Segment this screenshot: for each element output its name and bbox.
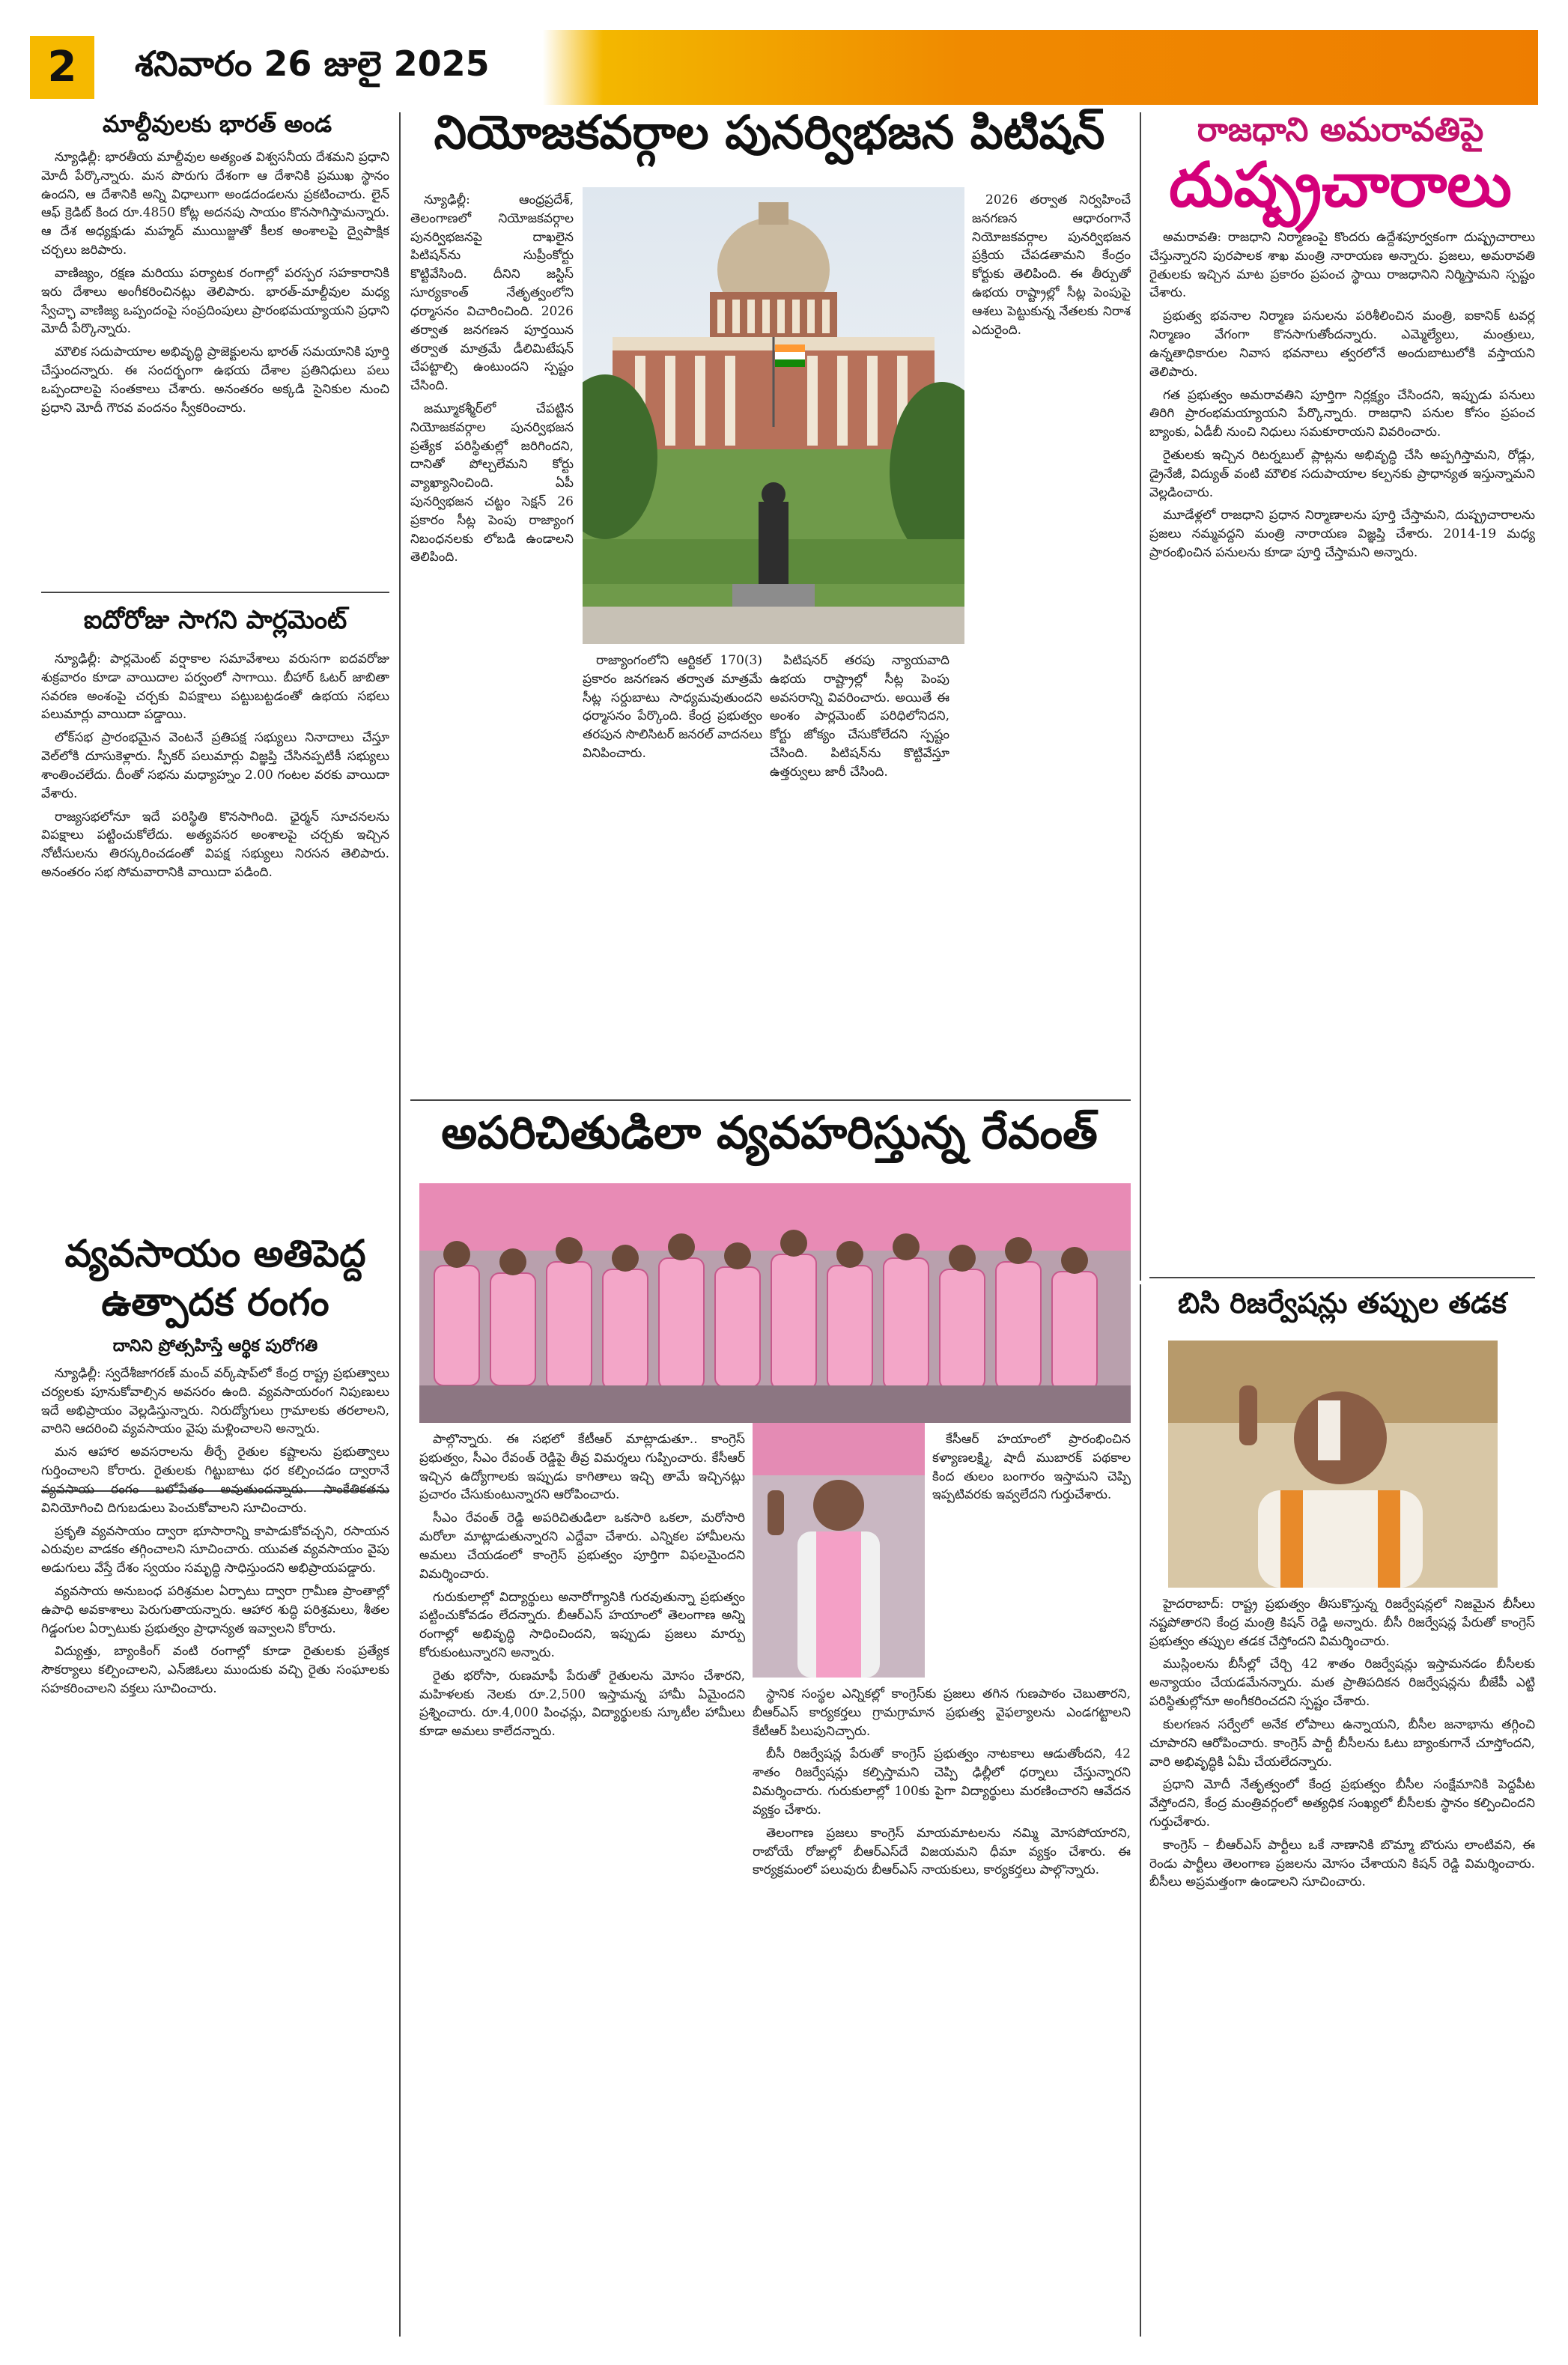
revanth-paragraph: గురుకులాల్లో విద్యార్థులు అనారోగ్యానికి గురవుతున్నా ప్రభుత్వం పట్టించుకోవడం లేదన్నారు. బీఆర్ఎస్ హయాంలో తెలంగాణ అన్ని రంగాల్లో అభివృద్ధి సాధించిందని, ఇప్పుడు ప్రజలు మార్పు కోరుకుంటున్నారని అన్నారు. — [419, 1589, 745, 1660]
amaravati-paragraph: ప్రభుత్వ భవనాల నిర్మాణ పనులను పరిశీలించిన మంత్రి, ఐకానిక్ టవర్ల నిర్మాణం వేగంగా కొనసాగుతోందన్నారు. ఎమ్మెల్యేలు, మంత్రులు, ఉన్నతాధికారుల నివాస భవనాలు త్వరలోనే అందుబాటులోకి వస్తాయని తెలిపారు. — [1149, 309, 1535, 380]
maldives-paragraph: వాణిజ్యం, రక్షణ మరియు పర్యాటక రంగాల్లో పరస్పర సహకారానికి ఇరు దేశాలు అంగీకరించినట్లు తెలిపారు. భారత్-మాల్దీవుల మధ్య స్వేచ్ఛా వాణిజ్య ఒప్పందంపై సంప్రదింపులు ప్రారంభమయ్యాయని ప్రధాని మోదీ పేర్కొన్నారు. — [41, 265, 389, 337]
revanth-paragraph: తెలంగాణ ప్రజలు కాంగ్రెస్ మాయమాటలను నమ్మి మోసపోయారని, రాబోయే రోజుల్లో బీఆర్ఎస్‌దే విజయమని ధీమా వ్యక్తం చేశారు. ఈ కార్యక్రమంలో పలువురు బీఆర్ఎస్ నాయకులు, కార్యకర్తలు పాల్గొన్నారు. — [753, 1825, 1131, 1878]
revanth-paragraph: బీసీ రిజర్వేషన్ల పేరుతో కాంగ్రెస్ ప్రభుత్వం నాటకాలు ఆడుతోందని, 42 శాతం రిజర్వేషన్లు కల్పిస్తామని చెప్పి ఢిల్లీలో ధర్నాలు చేస్తున్నారని విమర్శించారు. గురుకులాల్లో 100కు పైగా విద్యార్థులు మరణించారని ఆవేదన వ్యక్తం చేశారు. — [753, 1746, 1131, 1818]
bc-reservations-paragraph: ప్రధాని మోదీ నేతృత్వంలో కేంద్ర ప్రభుత్వం బీసీల సంక్షేమానికి పెద్దపీట వేస్తోందని, కేంద్ర మంత్రివర్గంలో అత్యధిక సంఖ్యలో బీసీలకు స్థానం కల్పించిందని గుర్తుచేశారు. — [1149, 1777, 1535, 1830]
revanth-paragraph: స్థానిక సంస్థల ఎన్నికల్లో కాంగ్రెస్‌కు ప్రజలు తగిన గుణపాఠం చెబుతారని, బీఆర్ఎస్ కార్యకర్తలు గ్రామగ్రామాన ప్రభుత్వ వైఫల్యాలను ఎండగట్టాలని కేటీఆర్ పిలుపునిచ్చారు. — [753, 1687, 1131, 1739]
amaravati-headline-line1: రాజధాని అమరావతిపై — [1197, 111, 1484, 149]
section-divider — [1149, 1277, 1535, 1278]
delimitation-headline: నియోజకవర్గాల పునర్విభజన పిటిషన్ — [434, 105, 1105, 160]
agriculture-subhead: దానిని ప్రోత్సహిస్తే ఆర్థిక పురోగతి — [112, 1337, 318, 1355]
supreme-court-photo — [583, 187, 964, 644]
rally-photo — [419, 1183, 1131, 1423]
revanth-headline: అపరిచితుడిలా వ్యవహరిస్తున్న రేవంత్ — [441, 1107, 1098, 1159]
column-rule — [1140, 112, 1141, 1281]
amaravati-paragraph: రైతులకు ఇచ్చిన రిటర్నబుల్ ప్లాట్లను అభివృద్ధి చేసి అప్పగిస్తామని, రోడ్లు, డ్రైనేజీ, విద్యుత్ వంటి మౌలిక సదుపాయాల కల్పనకు ప్రాధాన్యత ఇస్తున్నామని వెల్లడించారు. — [1149, 447, 1535, 500]
revanth-article-col3 — [753, 1685, 1131, 2333]
delimitation-article-col2 — [583, 652, 762, 1093]
agriculture-headline-line2: ఉత్పాదక రంగం — [101, 1281, 329, 1324]
amaravati-paragraph: అమరావతి: రాజధాని నిర్మాణంపై కొందరు ఉద్దేశపూర్వకంగా దుష్ప్రచారాలు చేస్తున్నారని పురపాలక శాఖ మంత్రి నారాయణ అన్నారు. ప్రజలు, అమరావతి రైతులకు ఇచ్చిన మాట ప్రకారం ప్రపంచ స్థాయి రాజధానిని నిర్మిస్తామని స్పష్టం చేశారు. — [1149, 230, 1535, 301]
agriculture-paragraph: న్యూఢిల్లీ: స్వదేశీజాగరణ్ మంచ్ వర్క్‌షాప్‌లో కేంద్ర రాష్ట్ర ప్రభుత్వాలు చర్యలకు పూనుకోవాల్సిన అవసరం ఉంది. వ్యవసాయరంగ నిపుణులు ఇదే అభిప్రాయం వెల్లడిస్తున్నారు. నిరుద్యోగులు గ్రామాలకు తరలాలని, వారిని ఆదరించి వ్యవసాయం వైపు మళ్లించాలని అన్నారు. — [41, 1366, 389, 1437]
bc-reservations-paragraph: కాంగ్రెస్ – బీఆర్ఎస్ పార్టీలు ఒకే నాణానికి బొమ్మా బొరుసు లాంటివని, ఈ రెండు పార్టీలు తెలంగాణ ప్రజలను మోసం చేశాయని కిషన్ రెడ్డి విమర్శించారు. బీసీలు అప్రమత్తంగా ఉండాలని సూచించారు. — [1149, 1837, 1535, 1890]
amaravati-article — [1149, 228, 1535, 1269]
ktr-photo — [753, 1423, 925, 1678]
parliament-paragraph: లోక్‌సభ ప్రారంభమైన వెంటనే ప్రతిపక్ష సభ్యులు నినాదాలు చేస్తూ వెల్‌లోకి దూసుకెళ్లారు. స్పీకర్ పలుమార్లు విజ్ఞప్తి చేసినప్పటికీ సభ్యులు శాంతించలేదు. దీంతో సభను మధ్యాహ్నం 2.00 గంటల వరకు వాయిదా వేశారు. — [41, 730, 389, 801]
agriculture-article — [41, 1364, 389, 2334]
maldives-paragraph: మౌలిక సదుపాయాల అభివృద్ధి ప్రాజెక్టులను భారత్ సమయానికి పూర్తి చేస్తుందన్నారు. ఈ సందర్భంగా ఉభయ దేశాల ప్రతినిధులు పలు ఒప్పందాలపై సంతకాలు చేశారు. అనంతరం అక్కడి సైనికుల నుంచి ప్రధాని మోదీ గౌరవ వందనం స్వీకరించారు. — [41, 344, 389, 416]
agriculture-paragraph: వ్యవసాయ అనుబంధ పరిశ్రమల ఏర్పాటు ద్వారా గ్రామీణ ప్రాంతాల్లో ఉపాధి అవకాశాలు పెరుగుతాయన్నారు. ఆహార శుద్ధి పరిశ్రమలు, శీతల గిడ్డంగుల ఏర్పాటుకు ప్రభుత్వం ప్రాధాన్యత ఇవ్వాలని కోరారు. — [41, 1583, 389, 1636]
kishan-reddy-photo — [1168, 1341, 1498, 1588]
edition-date: శనివారం 26 జులై 2025 — [135, 43, 490, 84]
revanth-paragraph: కేసీఆర్ హయాంలో ప్రారంభించిన కళ్యాణలక్ష్మి, షాదీ ముబారక్ పథకాల కింద తులం బంగారం ఇస్తామని చెప్పి ఇప్పటివరకు ఇవ్వలేదని గుర్తుచేశారు. — [932, 1432, 1131, 1503]
delimitation-article-col3 — [770, 652, 949, 1093]
delimitation-paragraph: 2026 తర్వాత నిర్వహించే జనగణన ఆధారంగానే నియోజకవర్గాల పునర్విభజన ప్రక్రియ చేపడతామని కేంద్రం కోర్టుకు తెలిపింది. ఈ తీర్పుతో ఉభయ రాష్ట్రాల్లో సీట్ల పెంపుపై ఆశలు పెట్టుకున్న నేతలకు నిరాశ ఎదురైంది. — [972, 192, 1131, 338]
parliament-paragraph: రాజ్యసభలోనూ ఇదే పరిస్థితి కొనసాగింది. ఛైర్మన్ సూచనలను విపక్షాలు పట్టించుకోలేదు. అత్యవసర అంశాలపై చర్చకు ఇచ్చిన నోటీసులను తిరస్కరించడంతో విపక్ష సభ్యులు నిరసన తెలిపారు. అనంతరం సభ సోమవారానికి వాయిదా పడింది. — [41, 809, 389, 880]
agriculture-paragraph: ప్రకృతి వ్యవసాయం ద్వారా భూసారాన్ని కాపాడుకోవచ్చని, రసాయన ఎరువుల వాడకం తగ్గించాలని సూచించారు. యువత వ్యవసాయం వైపు అడుగులు వేస్తే దేశం స్వయం సమృద్ధి సాధిస్తుందని అభిప్రాయపడ్డారు. — [41, 1523, 389, 1576]
column-rule — [1140, 1284, 1141, 2337]
amaravati-headline-line2: దుష్ప్రచారాలు — [1169, 150, 1512, 221]
section-divider — [41, 592, 389, 593]
agriculture-headline-line1: వ్యవసాయం అతిపెద్ద — [64, 1232, 366, 1275]
revanth-paragraph: పాల్గొన్నారు. ఈ సభలో కేటీఆర్ మాట్లాడుతూ.. కాంగ్రెస్ ప్రభుత్వం, సీఎం రేవంత్ రెడ్డిపై తీవ్ర విమర్శలు గుప్పించారు. కేసీఆర్ ఇచ్చిన ఉద్యోగాలకు ఇప్పుడు కాగితాలు ఇచ్చి తామే ఇచ్చినట్లు ప్రచారం చేసుకుంటున్నారని ఆరోపించారు. — [419, 1432, 745, 1503]
maldives-paragraph: న్యూఢిల్లీ: భారతీయ మాల్దీవుల అత్యంత విశ్వసనీయ దేశమని ప్రధాని మోదీ పేర్కొన్నారు. మన పొరుగు దేశంగా ఆ దేశానికి ప్రముఖ స్థానం ఉందని, ఆ దేశానికి అన్ని విధాలుగా అండదండలను ప్రకటించారు. లైన్ ఆఫ్ క్రెడిట్ కింద రూ.4850 కోట్ల అదనపు సాయం కొనసాగిస్తామన్నారు. ఆ దేశ అధ్యక్షుడు మహ్మద్ ముయిజ్జుతో కీలక అంశాలపై ద్వైపాక్షిక చర్చలు జరిపారు. — [41, 150, 389, 258]
delimitation-paragraph: జమ్మూకశ్మీర్‌లో చేపట్టిన నియోజకవర్గాల పునర్విభజన ప్రత్యేక పరిస్థితుల్లో జరిగిందని, దానితో పోల్చలేమని కోర్టు వ్యాఖ్యానించింది. ఏపీ పునర్విభజన చట్టం సెక్షన్ 26 ప్రకారం సీట్ల పెంపు రాజ్యాంగ నిబంధనలకు లోబడి ఉండాలని తెలిపింది. — [410, 401, 574, 565]
maldives-article — [41, 148, 389, 584]
parliament-headline: ఐదోరోజు సాగని పార్లమెంట్ — [83, 605, 347, 635]
revanth-article-col2 — [932, 1430, 1131, 1685]
rally-illustration — [419, 1183, 1131, 1423]
delimitation-article-col1 — [410, 191, 574, 1093]
delimitation-article-col4 — [972, 191, 1131, 1093]
kishan-reddy-illustration — [1168, 1341, 1498, 1588]
revanth-paragraph: రైతు భరోసా, రుణమాఫీ పేరుతో రైతులను మోసం చేశారని, మహిళలకు నెలకు రూ.2,500 ఇస్తామన్న హామీ ఏమైందని ప్రశ్నించారు. రూ.4,000 పింఛన్లు, విద్యార్థులకు స్కూటీల హామీలు కూడా అమలు కాలేదన్నారు. — [419, 1668, 745, 1740]
amaravati-paragraph: మూడేళ్లలో రాజధాని ప్రధాన నిర్మాణాలను పూర్తి చేస్తామని, దుష్ప్రచారాలను ప్రజలు నమ్మవద్దని మంత్రి నారాయణ విజ్ఞప్తి చేశారు. 2014-19 మధ్య ప్రారంభించిన పనులను కూడా పూర్తి చేస్తామని అన్నారు. — [1149, 508, 1535, 560]
parliament-paragraph: న్యూఢిల్లీ: పార్లమెంట్ వర్షాకాల సమావేశాలు వరుసగా ఐదవరోజు శుక్రవారం కూడా వాయిదాల పర్వంలో సాగాయి. బీహార్ ఓటర్ జాబితా సవరణ అంశంపై చర్చకు విపక్షాలు పట్టుబట్టడంతో ఉభయ సభలు పలుమార్లు వాయిదా పడ్డాయి. — [41, 652, 389, 723]
agriculture-paragraph: మన ఆహార అవసరాలను తీర్చే రైతుల కష్టాలను ప్రభుత్వాలు గుర్తించాలని కోరారు. రైతులకు గిట్టుబాటు ధర కల్పించడం ద్వారానే వ్యవసాయ రంగం బలోపేతం అవుతుందన్నారు. సాంకేతికతను వినియోగించి దిగుబడులు పెంచుకోవాలని సూచించారు. — [41, 1445, 389, 1516]
ktr-illustration — [753, 1423, 925, 1678]
delimitation-paragraph: రాజ్యాంగంలోని ఆర్టికల్ 170(3) ప్రకారం జనగణన తర్వాత మాత్రమే సీట్ల సర్దుబాటు సాధ్యమవుతుందని ధర్మాసనం పేర్కొంది. కేంద్ర ప్రభుత్వం తరపున సొలిసిటర్ జనరల్ వాదనలు వినిపించారు. — [583, 653, 762, 762]
agriculture-paragraph: విద్యుత్తు, బ్యాంకింగ్ వంటి రంగాల్లో కూడా రైతులకు ప్రత్యేక సౌకర్యాలు కల్పించాలని, ఎన్‌జిఓలు ముందుకు వచ్చి రైతు సంఘాలకు సహకరించాలని వక్తలు సూచించారు. — [41, 1644, 389, 1696]
revanth-paragraph: సీఎం రేవంత్ రెడ్డి అపరిచితుడిలా ఒకసారి ఒకలా, మరోసారి మరోలా మాట్లాడుతున్నారని ఎద్దేవా చేశారు. ఎన్నికల హామీలను అమలు చేయడంలో కాంగ్రెస్ ప్రభుత్వం పూర్తిగా విఫలమైందని విమర్శించారు. — [419, 1511, 745, 1582]
bc-reservations-paragraph: ముస్లింలను బీసీల్లో చేర్చి 42 శాతం రిజర్వేషన్లు ఇస్తామనడం బీసీలకు అన్యాయం చేయడమేనన్నారు. మత ప్రాతిపదికన రిజర్వేషన్లను బీజేపీ ఎట్టి పరిస్థితుల్లోనూ అంగీకరించదని స్పష్టం చేశారు. — [1149, 1657, 1535, 1710]
column-rule — [399, 112, 401, 2337]
supreme-court-illustration — [583, 187, 964, 644]
delimitation-paragraph: పిటిషనర్ తరపు న్యాయవాది ఉభయ రాష్ట్రాల్లో సీట్ల పెంపు అవసరాన్ని వివరించారు. అయితే ఈ అంశం పార్లమెంట్ పరిధిలోనిదని, కోర్టు జోక్యం చేసుకోలేదని స్పష్టం చేసింది. పిటిషన్‌ను కొట్టివేస్తూ ఉత్తర్వులు జారీ చేసింది. — [770, 653, 949, 780]
amaravati-paragraph: గత ప్రభుత్వం అమరావతిని పూర్తిగా నిర్లక్ష్యం చేసిందని, ఇప్పుడు పనులు తిరిగి ప్రారంభమయ్యాయని పేర్కొన్నారు. రాజధాని పనుల కోసం ప్రపంచ బ్యాంకు, ఏడీబీ నుంచి నిధులు సమకూరాయని వివరించారు. — [1149, 387, 1535, 440]
masthead — [30, 30, 1538, 105]
bc-reservations-article — [1149, 1595, 1535, 2333]
maldives-headline: మాల్దీవులకు భారత్ అండ — [102, 111, 332, 138]
section-divider — [410, 1099, 1131, 1101]
page-number: 2 — [30, 36, 94, 99]
bc-reservations-headline: బిసి రిజర్వేషన్లు తప్పుల తడక — [1178, 1287, 1507, 1320]
bc-reservations-paragraph: కులగణన సర్వేలో అనేక లోపాలు ఉన్నాయని, బీసీల జనాభాను తగ్గించి చూపారని ఆరోపించారు. కాంగ్రెస్ పార్టీ బీసీలను ఓటు బ్యాంకుగానే చూస్తోందని, వారి అభివృద్ధికి ఏమీ చేయలేదన్నారు. — [1149, 1716, 1535, 1770]
revanth-article-col1 — [419, 1430, 745, 2333]
delimitation-paragraph: న్యూఢిల్లీ: ఆంధ్రప్రదేశ్, తెలంగాణలో నియోజకవర్గాల పునర్విభజనపై దాఖలైన పిటిషన్‌ను సుప్రీంకోర్టు కొట్టివేసింది. దీనిని జస్టిస్ సూర్యకాంత్ నేతృత్వంలోని ధర్మాసనం విచారించింది. 2026 తర్వాత జనగణన పూర్తయిన తర్వాత మాత్రమే డీలిమిటేషన్ చేపట్టాల్సి ఉంటుందని స్పష్టం చేసింది. — [410, 192, 574, 394]
bc-reservations-paragraph: హైదరాబాద్: రాష్ట్ర ప్రభుత్వం తీసుకొస్తున్న రిజర్వేషన్లలో నిజమైన బీసీలు నష్టపోతారని కేంద్ర మంత్రి కిషన్ రెడ్డి అన్నారు. బీసీ రిజర్వేషన్ల పేరుతో కాంగ్రెస్ ప్రభుత్వం తప్పుల తడక చేస్తోందని విమర్శించారు. — [1149, 1597, 1535, 1649]
